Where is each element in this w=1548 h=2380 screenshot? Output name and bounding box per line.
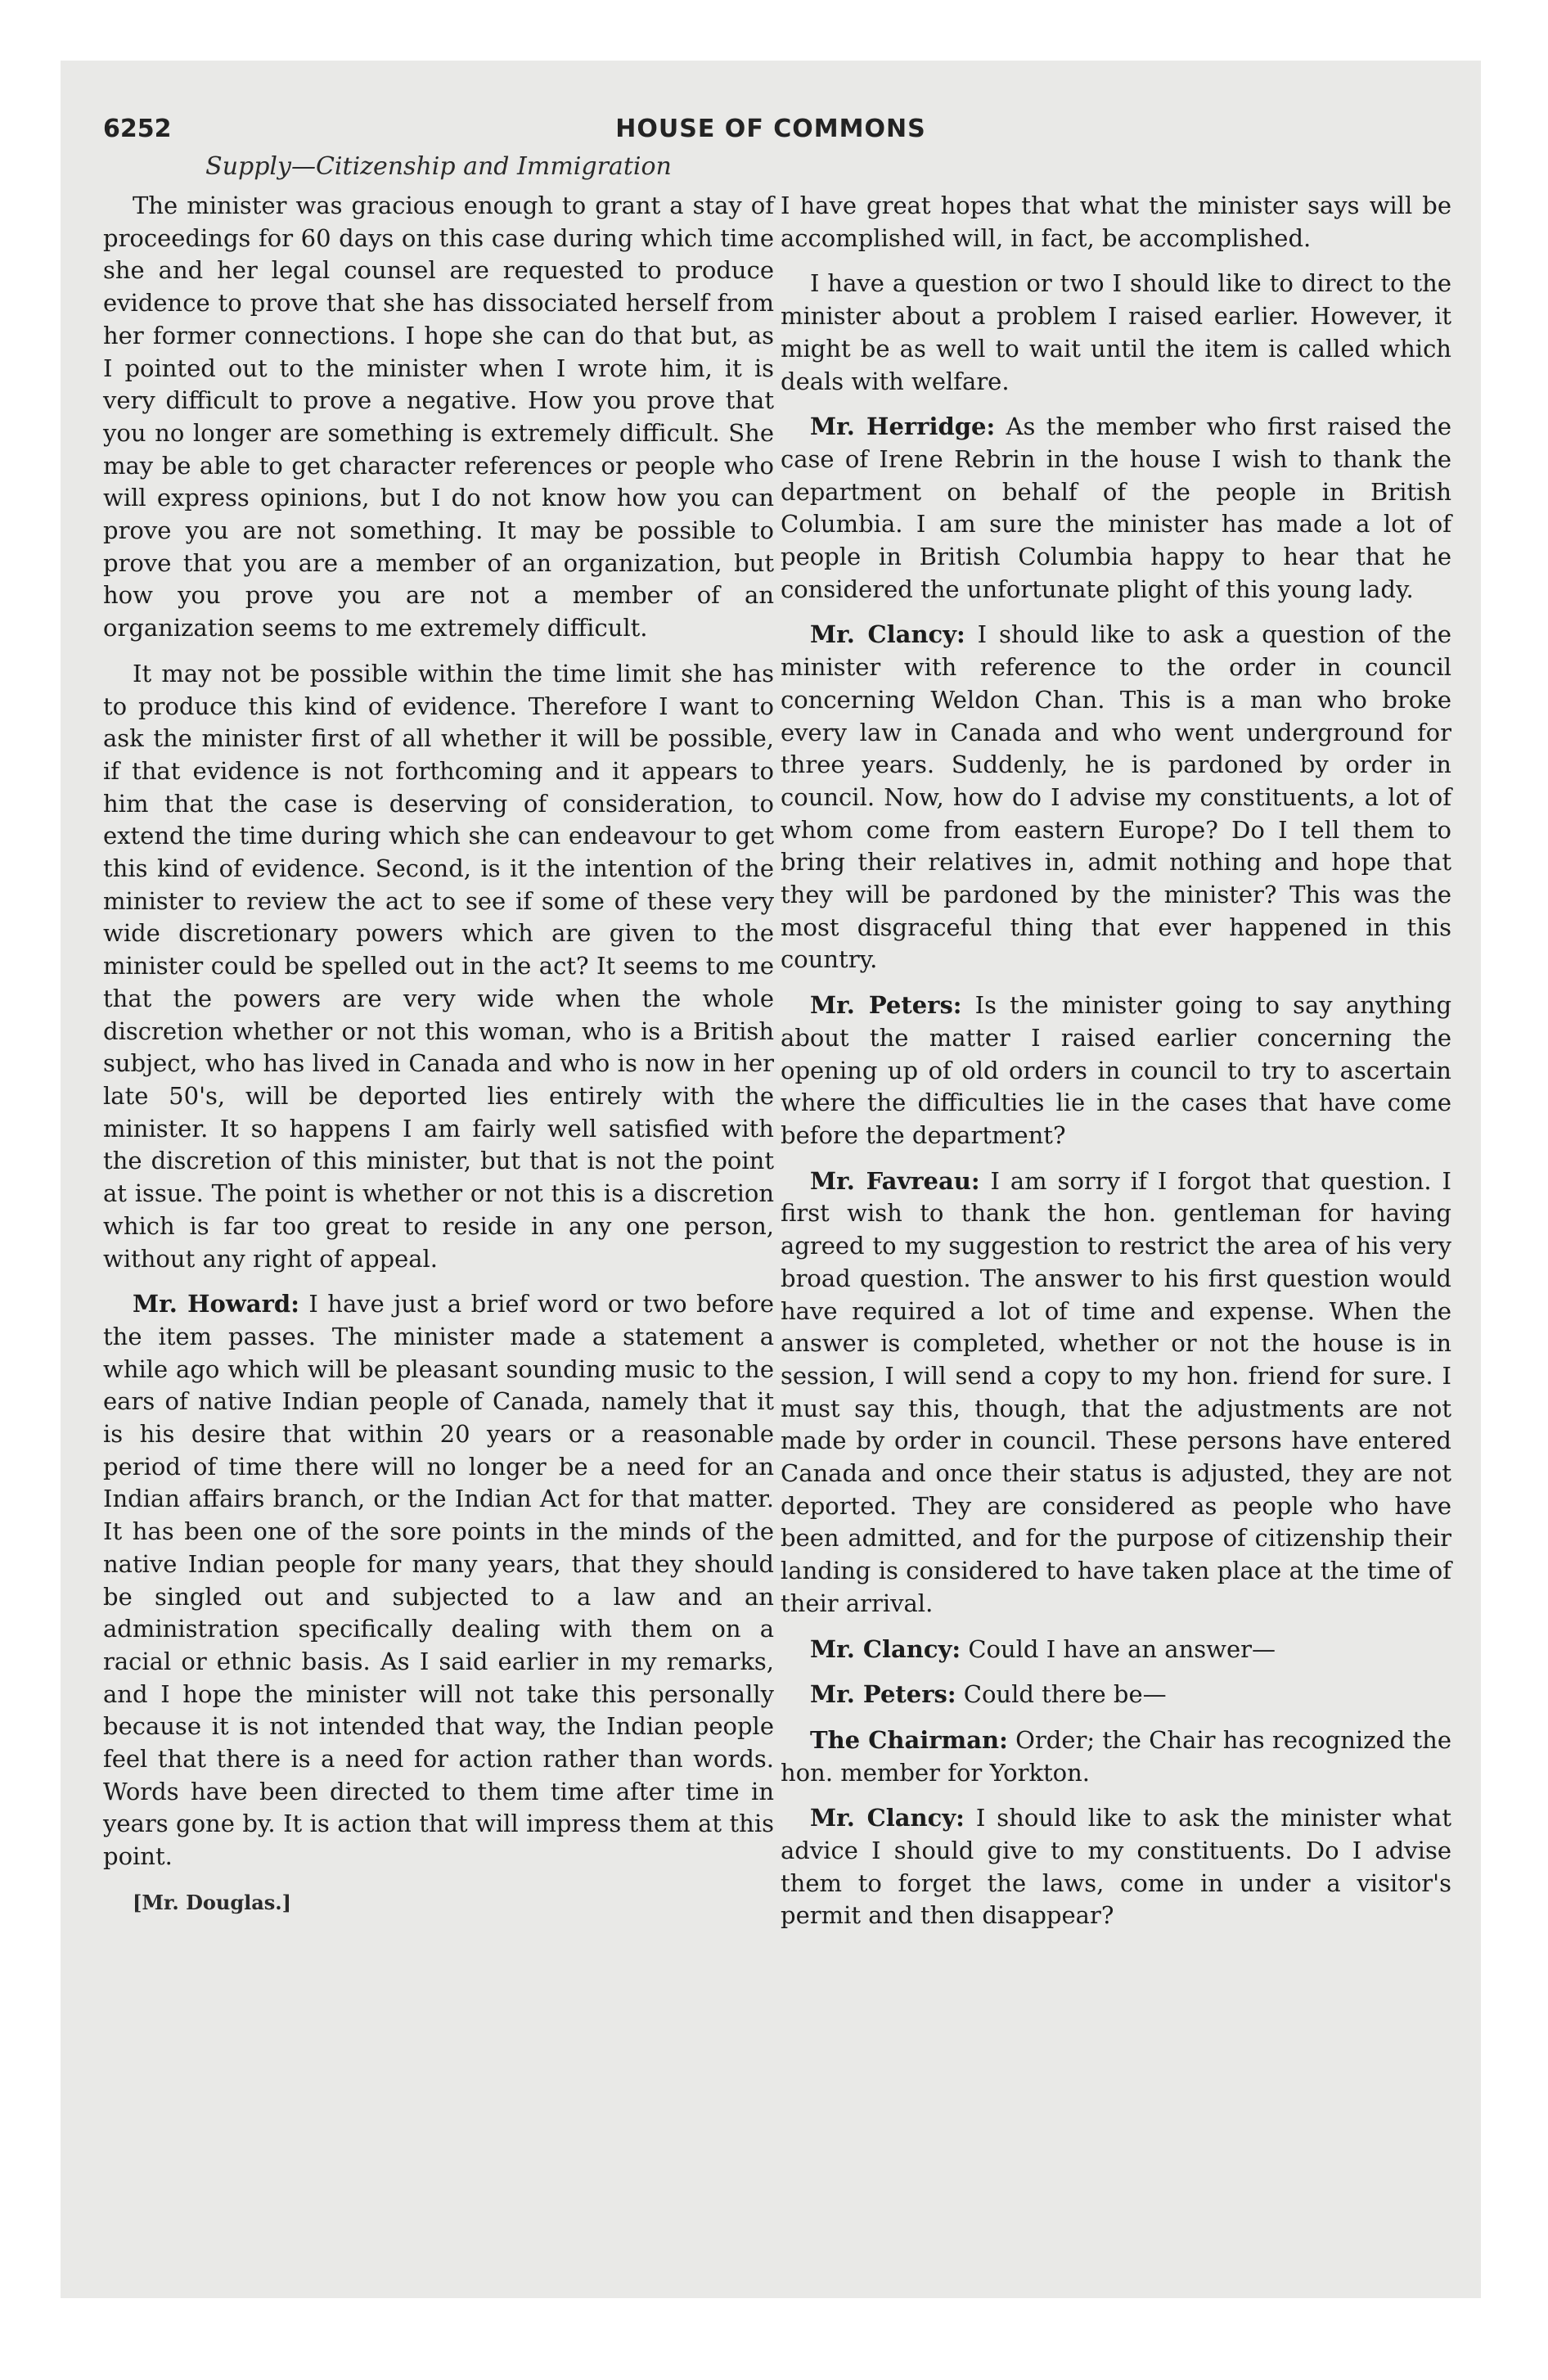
speech-text: I should like to ask the minister what advice I should give to my constituents. Do I advise them to forget the laws, come in under a visitor's permit and then disappear?	[781, 1804, 1452, 1930]
speech-peters	[781, 989, 1451, 1152]
speech-clancy	[781, 619, 1451, 976]
speech-text: As the member who first raised the case of Irene Rebrin in the house I wish to thank the department on behalf of the people in British Columbia. I am sure the minister has made a lot of people in British Columbia happy to hear that he considered the unfortunate plight of this young lady.	[781, 412, 1451, 603]
speech-clancy	[781, 1634, 1451, 1666]
speech-howard	[103, 1288, 774, 1873]
speech-text: Could there be—	[963, 1680, 1167, 1709]
paragraph: I have great hopes that what the minister says will be accomplished will, in fact, be accomplished.	[781, 192, 1451, 252]
speech-herridge	[781, 411, 1451, 606]
page-header	[103, 115, 1438, 151]
speech-text: Is the minister going to say anything about the matter I raised earlier concerning the opening up of old orders in council to try to ascertain where the difficulties lie in the cases that have come before the department?	[781, 991, 1452, 1149]
speaker-name: Mr. Herridge:	[810, 412, 996, 441]
speech-peters	[781, 1679, 1451, 1711]
speech-favreau	[781, 1165, 1451, 1620]
speech-text: I have just a brief word or two before the item passes. The minister made a statement a while ago which will be pleasant sounding music to the ears of native Indian people of Canada, namely that it is his desire that within 20 years or a reasonable period of time there will no longer be a need for an Indian affairs branch, or the Indian Act for that matter. It has been one of the sore points in the minds of the native Indian people for many years, that they should be singled out and subjected to a law and an administration specifically dealing with them on a racial or ethnic basis. As I said earlier in my remarks, and I hope the minister will not take this personally because it is not intended that way, the Indian people feel that there is a need for action rather than words. Words have been directed to them time after time in years gone by. It is action that will impress them at this point.	[103, 1290, 775, 1871]
speaker-name: Mr. Peters:	[810, 991, 962, 1020]
speech-text: Could I have an answer—	[968, 1634, 1276, 1663]
paragraph: The minister was gracious enough to grant a stay of proceedings for 60 days on this case during which time she and her legal counsel are requested to produce evidence to prove that she has dissociated herself from her former connections. I hope she can do that but, as I pointed out to the minister when I wrote him, it is very difficult to prove a negative. How you prove that you no longer are something is extremely difficult. She may be able to get character references or people who will express opinions, but I do not know how you can prove you are not something. It may be possible to prove that you are a member of an organization, but how you prove you are not a member of an organization seems to me extremely difficult.	[103, 192, 774, 642]
speech-text: I should like to ask a question of the minister with reference to the order in council concerning Weldon Chan. This is a man who broke every law in Canada and who went underground for three years. Suddenly, he is pardoned by order in council. Now, how do I advise my constituents, a lot of whom come from eastern Europe? Do I tell them to bring their relatives in, admit nothing and hope that they will be pardoned by the minister? This was the most disgraceful thing that ever happened in this country.	[781, 620, 1451, 974]
right-column	[781, 190, 1451, 1945]
speaker-name: Mr. Clancy:	[810, 1634, 961, 1663]
paragraph: I have a question or two I should like to direct to the minister about a problem I raised earlier. However, it might be as well to wait until the item is called which deals with welfare.	[781, 269, 1451, 395]
speaker-name: Mr. Peters:	[810, 1680, 956, 1709]
document-page	[61, 61, 1481, 2298]
page-number: 6252	[103, 115, 172, 143]
section-subhead: Supply—Citizenship and Immigration	[205, 152, 672, 181]
attribution: [Mr. Douglas.]	[133, 1890, 292, 1914]
left-column	[103, 190, 774, 1932]
speech-text: Order; the Chair has recognized the hon. member for Yorkton.	[781, 1725, 1452, 1787]
running-head: HOUSE OF COMMONS	[615, 115, 926, 143]
speaker-name: Mr. Favreau:	[810, 1166, 980, 1195]
speech-chairman	[781, 1724, 1451, 1789]
speaker-name: The Chairman:	[810, 1725, 1008, 1754]
speaker-name: Mr. Clancy:	[810, 620, 965, 649]
speech-clancy	[781, 1802, 1451, 1932]
paragraph: It may not be possible within the time limit she has to produce this kind of evidence. Therefore I want to ask the minister first of all whether it will be possible, if that evidence is not forthcoming and it appears to him that the case is deserving of consideration, to extend the time during which she can endeavour to get this kind of evidence. Second, is it the intention of the minister to review the act to see if some of these very wide discretionary powers which are given to the minister could be spelled out in the act? It seems to me that the powers are very wide when the whole discretion whether or not this woman, who is a British subject, who has lived in Canada and who is now in her late 50's, will be deported lies entirely with the minister. It so happens I am fairly well satisfied with the discretion of this minister, but that is not the point at issue. The point is whether or not this is a discretion which is far too great to reside in any one person, without any right of appeal.	[103, 659, 774, 1273]
speaker-name: Mr. Howard:	[133, 1290, 299, 1318]
speech-text: I am sorry if I forgot that question. I first wish to thank the hon. gentleman for having agreed to my suggestion to restrict the area of his very broad question. The answer to his first question would have required a lot of time and expense. When the answer is completed, whether or not the house is in session, I will send a copy to my hon. friend for sure. I must say this, though, that the adjustments are not made by order in council. These persons have entered Canada and once their status is adjusted, they are not deported. They are considered as people who have been admitted, and for the purpose of citizenship their landing is considered to have taken place at the time of their arrival.	[781, 1166, 1451, 1617]
speaker-name: Mr. Clancy:	[810, 1804, 965, 1832]
